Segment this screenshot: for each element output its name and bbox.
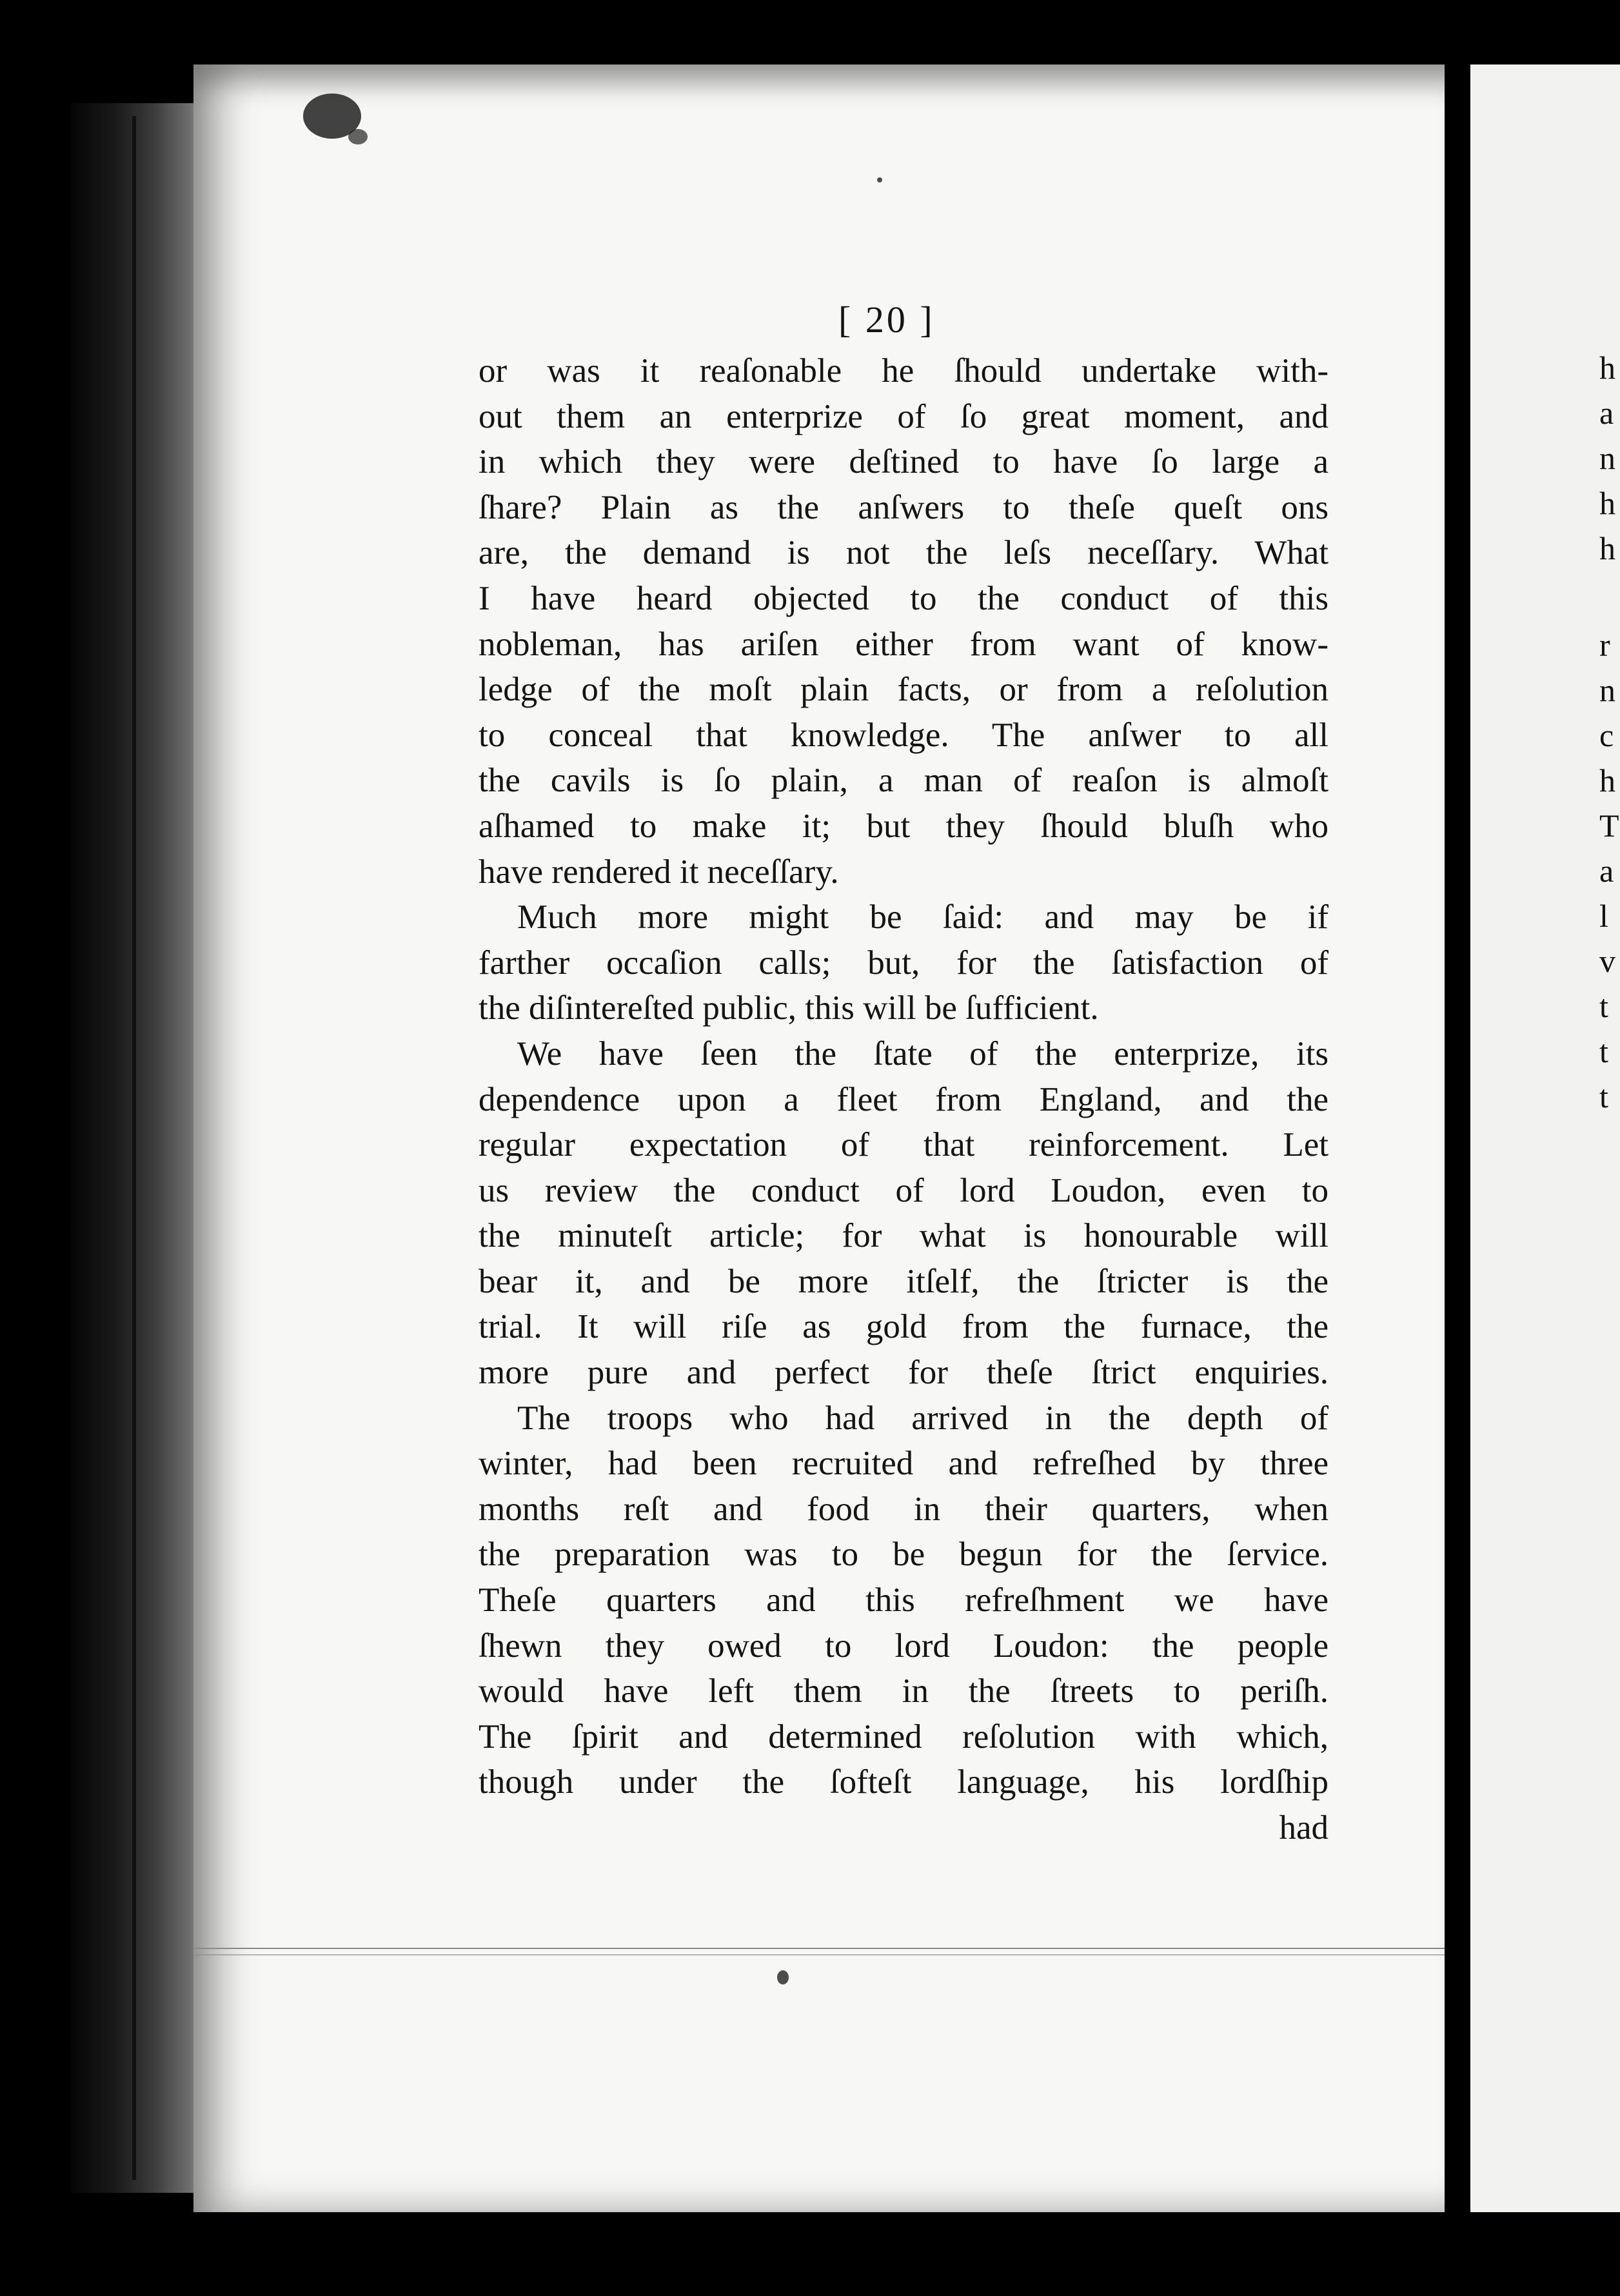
facing-page-letter: h [1599,762,1615,798]
text-line: to conceal that knowledge. The anſwer to all [479,716,1329,754]
text-line: farther occaſion calls; but, for the ſatisfaction of [479,944,1329,982]
facing-page-letter: h [1599,485,1615,521]
facing-page-letter: a [1599,395,1614,431]
text-line: the cavils is ſo plain, a man of reaſon is almoſt [479,762,1329,800]
text-line: regular expectation of that reinforcement. Let [479,1126,1329,1164]
text-line: trial. It will riſe as gold from the furnace, the [479,1308,1329,1346]
text-line: the diſintereſted public, this will be ſufficient. [479,989,1099,1027]
text-line: The ſpirit and determined reſolution with which, [479,1717,1329,1756]
facing-page-letter: t [1599,1078,1608,1114]
page-number: [ 20 ] [838,299,935,341]
facing-page-letter: n [1599,672,1615,708]
facing-page-letter: h [1599,350,1615,386]
gutter-line [132,116,136,2180]
text-line: have rendered it neceſſary. [479,853,839,891]
text-line: aſhamed to make it; but they ſhould bluſh who [479,807,1329,845]
text-line: in which they were deſtined to have ſo large a [479,443,1329,481]
body-text [479,303,1329,1851]
text-line: would have left them in the ſtreets to periſh. [479,1672,1329,1710]
facing-page-letter: r [1599,627,1610,663]
facing-page-letter: t [1599,1033,1608,1069]
text-line: I have heard objected to the conduct of this [479,579,1329,617]
text-line: dependence upon a fleet from England, and the [479,1080,1329,1118]
text-line: ſhewn they owed to lord Loudon: the people [479,1627,1329,1665]
facing-page-letter: v [1599,943,1615,979]
text-line: nobleman, has ariſen either from want of know- [479,625,1329,663]
text-line: more pure and perfect for theſe ſtrict enquiries. [479,1354,1329,1392]
facing-page-letter: c [1599,717,1614,753]
facing-page-letter: T [1599,807,1619,844]
text-line: out them an enterprize of ſo great moment, and [479,397,1329,435]
facing-page-letter: n [1599,440,1615,476]
facing-page-letter: h [1599,530,1615,566]
text-line: the preparation was to be begun for the ſervice. [479,1536,1329,1574]
ink-stain [348,129,368,144]
text-line: the minuteſt article; for what is honourable will [479,1217,1329,1255]
facing-page-letter: l [1599,898,1608,934]
text-line: or was it reaſonable he ſhould undertake with- [479,352,1329,390]
facing-page [1470,64,1620,2212]
text-line: though under the ſofteſt language, his lordſhip [479,1763,1329,1801]
text-line: us review the conduct of lord Loudon, even to [479,1171,1329,1209]
scan-rule [193,1948,1445,1949]
text-line: Much more might be ſaid: and may be if [517,898,1329,936]
ink-speck [877,177,882,183]
facing-page-letter: a [1599,853,1614,889]
catchword: had [1279,1809,1329,1846]
ink-speck [777,1970,789,1984]
page-fold [1445,52,1470,2232]
text-line: months reſt and food in their quarters, when [479,1490,1329,1528]
text-line: ſhare? Plain as the anſwers to theſe queſt ons [479,488,1329,526]
text-line: We have ſeen the ſtate of the enterprize, its [517,1034,1329,1073]
facing-page-letter: t [1599,988,1608,1024]
scan-rule [193,1954,1445,1955]
gutter-line [97,116,101,2180]
text-line: Theſe quarters and this refreſhment we have [479,1581,1329,1619]
text-line: bear it, and be more itſelf, the ſtricter is the [479,1262,1329,1300]
text-line: are, the demand is not the leſs neceſſary. What [479,534,1329,572]
text-line: winter, had been recruited and refreſhed by three [479,1445,1329,1483]
text-line: The troops who had arrived in the depth of [517,1399,1329,1437]
text-line: ledge of the moſt plain facts, or from a reſolution [479,671,1329,709]
